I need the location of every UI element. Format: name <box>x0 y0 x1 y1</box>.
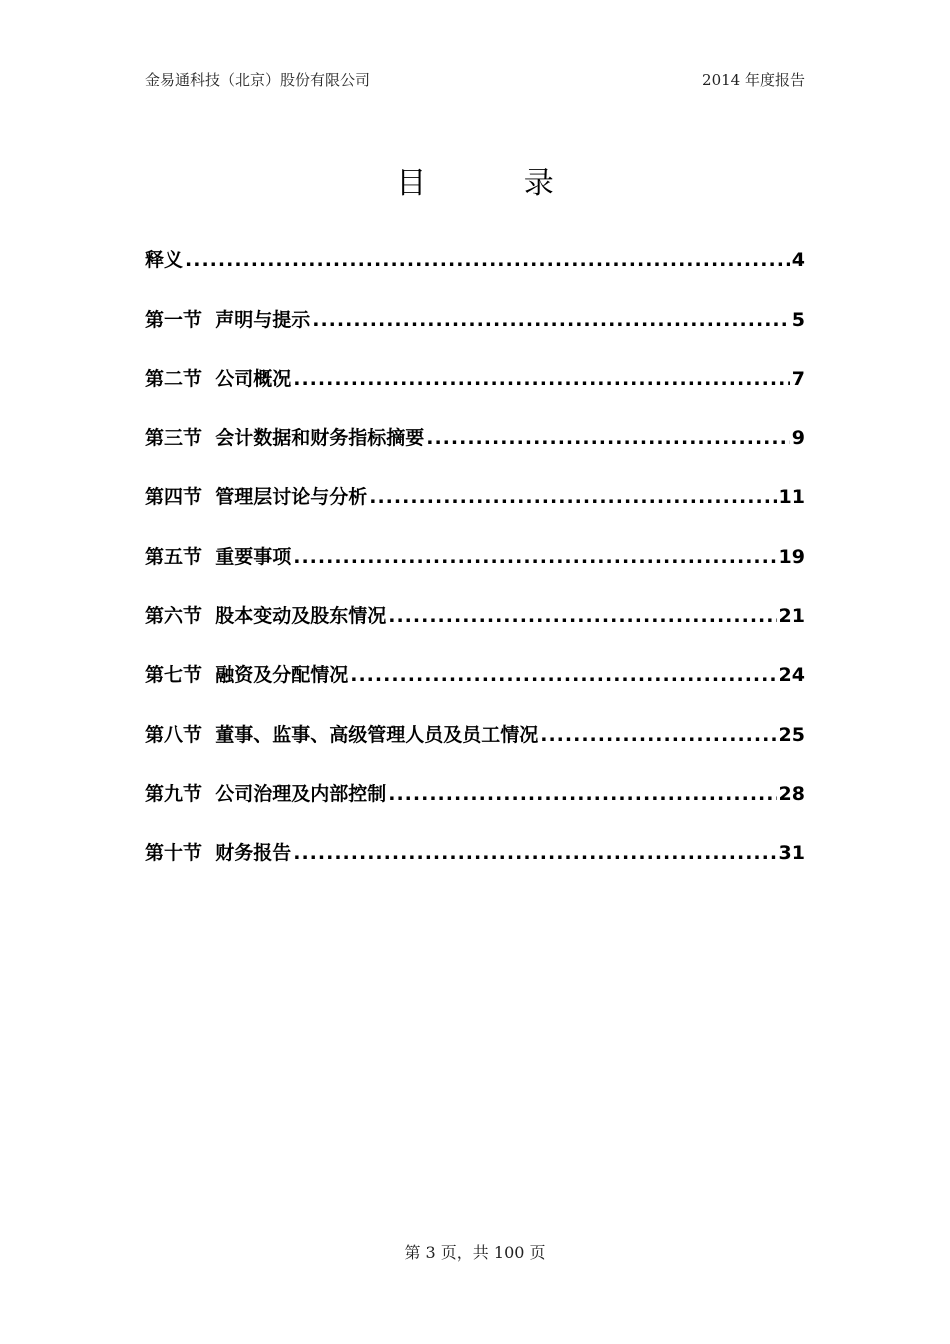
toc-label: 释义 <box>145 249 184 272</box>
toc-page: 7 <box>791 367 805 390</box>
toc-entry[interactable] <box>145 459 805 518</box>
report-name: 2014 年度报告 <box>702 70 805 89</box>
toc-page: 9 <box>791 427 805 450</box>
toc-entry[interactable] <box>145 518 805 577</box>
toc-leader <box>293 368 790 390</box>
page-footer: 第 3 页，共 100 页 <box>404 1243 546 1262</box>
toc-page: 4 <box>791 249 805 272</box>
toc-page: 21 <box>778 605 805 628</box>
toc-entry[interactable] <box>145 222 805 281</box>
toc-label: 第六节 股本变动及股东情况 <box>145 605 387 628</box>
toc-leader <box>369 486 776 508</box>
toc-entry[interactable] <box>145 341 805 400</box>
toc-leader <box>293 842 776 864</box>
page-title: 目 录 <box>396 166 598 201</box>
toc-page: 11 <box>778 486 805 509</box>
toc-entry[interactable] <box>145 815 805 874</box>
toc-label: 第二节 公司概况 <box>145 367 292 390</box>
toc-label: 第三节 会计数据和财务指标摘要 <box>145 427 425 450</box>
toc-page: 19 <box>778 545 805 568</box>
toc-leader <box>185 249 790 271</box>
toc-entry[interactable] <box>145 578 805 637</box>
toc-entry[interactable] <box>145 696 805 755</box>
toc-label: 第一节 声明与提示 <box>145 308 311 331</box>
toc-label: 第七节 融资及分配情况 <box>145 664 349 687</box>
toc-label: 第八节 董事、监事、高级管理人员及员工情况 <box>145 723 539 746</box>
toc-page: 31 <box>778 842 805 865</box>
toc-page: 24 <box>778 664 805 687</box>
toc-leader <box>312 309 790 331</box>
toc-leader <box>426 427 790 449</box>
toc-leader <box>388 605 776 627</box>
toc-leader <box>350 664 776 686</box>
company-name: 金易通科技（北京）股份有限公司 <box>145 70 371 89</box>
toc-entry[interactable] <box>145 400 805 459</box>
toc-label: 第九节 公司治理及内部控制 <box>145 782 387 805</box>
toc-leader <box>388 783 776 805</box>
toc-label: 第十节 财务报告 <box>145 842 292 865</box>
table-of-contents <box>145 222 805 874</box>
toc-label: 第四节 管理层讨论与分析 <box>145 486 368 509</box>
toc-leader <box>293 546 776 568</box>
page-header <box>145 66 805 92</box>
toc-entry[interactable] <box>145 637 805 696</box>
toc-page: 5 <box>791 308 805 331</box>
toc-label: 第五节 重要事项 <box>145 545 292 568</box>
toc-entry[interactable] <box>145 281 805 340</box>
toc-leader <box>540 724 776 746</box>
toc-entry[interactable] <box>145 756 805 815</box>
toc-page: 25 <box>778 723 805 746</box>
toc-page: 28 <box>778 782 805 805</box>
